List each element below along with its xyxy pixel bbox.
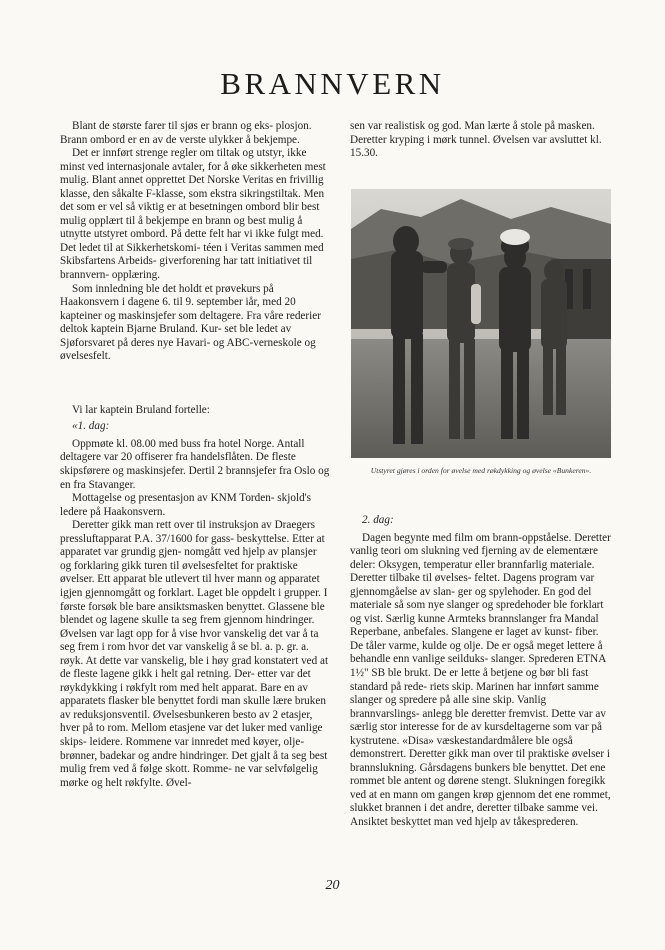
photo-firefighting-drill (351, 189, 611, 458)
day2-paragraph: Dagen begynte med film om brann-oppståelse. Deretter vanlig teori om slukning ved fjerning av de elementære deler: Oksygen, temperatur eller brannfarlig materiale. Deretter tilbake til øvelses- feltet. Dagens program var gjennomgåelse av slan- ger og spylehoder. En god del materiale så som nye slanger og spredehoder ble forklart og vist. Særlig kunne Armteks brannslanger fra Mandal Reperbane, anbefales. Slangene er laget av kunst- fiber. De tåler varme, kulde og olje. De er også meget lettere å behandle enn vanlige seilduks- slanger. Sprederen ETNA 1½" SB ble brukt. De er lette å betjene og bør bli fast standard på rede- riets skip. Marinen har innført samme slanger og spredere på alle sine skip. Vanlig brannvarslings- anlegg ble deretter fremvist. Dette var av særlig stor interesse for de av kursdeltagerne som var på kystrutene. «Disa» væskestandardmålere ble også demonstrert. Deretter gikk man over til praktiske øvelser i brannslukning. Gårsdagens bunkers ble benyttet. Det ene rommet ble antent og dørene stengt. Slukningen foregikk ved at en mann om gangen krøp gjennom det ene rommet, slukket brannen i det andre, deretter tilbake samme vei. Ansiktet beskyttet man ved hjelp av tåkesprederen. (350, 531, 611, 829)
right-column-bottom (350, 514, 612, 830)
paragraph-regulations: Det er innført strenge regler om tiltak og utstyr, ikke minst ved internasjonale avtaler, for å øke sikkerheten mest mulig. Blant annet opprettet Det Norske Veritas en frivillig klasse, den såkalte F-klasse, som ekstra sikringstiltak. Men det som er vel så viktig er at besetningen ombord blir best mulig opplært til å bekjempe en brann og best mulig å utnytte utstyret ombord. På dette felt har vi ikke fulgt med. Det ledet til at Sikkerhetskomi- téen i Veritas sammen med Skibsfartens Arbeids- giverforening har tatt initiativet til brannvern- opplæring. (60, 147, 326, 282)
day1-continuation: sen var realistisk og god. Man lærte å stole på masken. Deretter kryping i mørk tunnel. Øvelsen var avsluttet kl. 15.30. (350, 120, 602, 160)
bruland-intro: Vi lar kaptein Bruland fortelle: (72, 403, 210, 416)
left-column (60, 120, 330, 790)
day1-heading: «1. dag: (72, 420, 110, 433)
photo-image (351, 189, 611, 458)
day2-heading: 2. dag: (362, 514, 394, 526)
day1-paragraph-arrival: Oppmøte kl. 08.00 med buss fra hotel Norge. Antall deltagere var 20 offiserer fra handelsflåten. De fleste skipsførere og maskinsjefer. Dertil 2 brannsjefer fra Oslo og en fra Stavanger. (60, 437, 330, 491)
paragraph-intro: Blant de største farer til sjøs er brann og eks- plosjon. Brann ombord er en av de verste ulykker å bekjempe. (60, 120, 312, 146)
day1-paragraph-reception: Mottagelse og presentasjon av KNM Torden- skjold's ledere på Haakonsvern. (60, 492, 312, 518)
paragraph-course: Som innledning ble det holdt et prøvekurs på Haakonsvern i dagene 6. til 9. september iår, med 20 kapteiner og maskinsjefer som deltagere. Fra våre rederier deltok kaptein Bjarne Bruland. Kur- set ble ledet av Sjøforsvaret på deres nye Havari- og ABC-verneskole og øvelsesfelt. (60, 282, 321, 363)
day1-paragraph-instruction: Deretter gikk man rett over til instruksjon av Draegers pressluftapparat P.A. 37/1600 for gass- beskyttelse. Etter at apparatet var grundig gjen- nomgått ved hjelp av plansjer og forklaring gikk turen til øvelsesfeltet for praktiske øvelser. Ett apparat ble utlevert til hver mann og apparatet igjen gjennomgått og forklart. Laget ble oppdelt i grupper. I første forsøk ble bare ansiktsmasken benyttet. Glassene ble blendet og lagene skulle ta seg frem gjennom hindringer. Øvelsen var lagt opp for å vise hvor vanskelig det var å ta seg frem i rom hvor det var vanskelig å se bl. a. p. gr. a. røyk. At dette var vanskelig, ble i høy grad konstatert ved at de fleste lagene gikk i helt gal retning. Der- etter var det røykdykking i røkfylt rom med helt apparat. Bare en av apparatets flasker ble benyttet fordi man skulle lære bruken av reduksjonsventil. Øvelsesbunkeren besto av 2 etasjer, hver på to rom. Mellom etasjene var det luker med vanlige skips- leidere. Rommene var innredet med køyer, olje- brønner, badekar og andre hindringer. Det gjalt å ta seg best mulig frem ved å følge skott. Romme- ne var selvfølgelig mørke og helt røkfylte. Øvel- (60, 519, 329, 789)
photo-caption: Utstyret gjøres i orden for øvelse med røkdykking og øvelse «Bunkeren». (370, 466, 592, 475)
page-title: BRANNVERN (220, 66, 445, 101)
right-column-top (350, 120, 612, 161)
page-number: 20 (325, 878, 340, 893)
